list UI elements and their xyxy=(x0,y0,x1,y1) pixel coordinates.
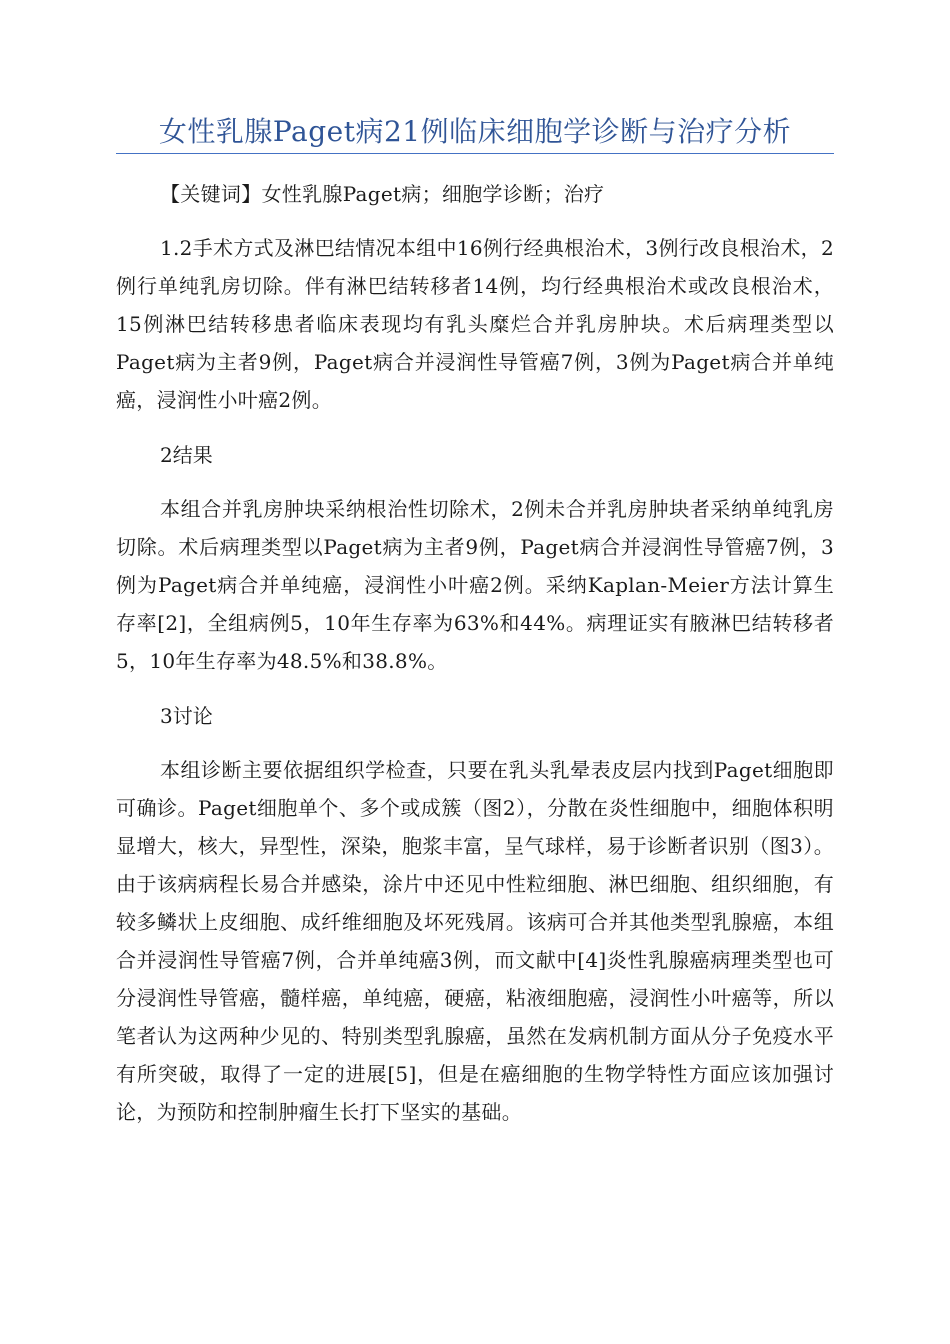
discussion-heading: 3讨论 xyxy=(160,704,213,728)
results-heading: 2结果 xyxy=(160,443,213,467)
title-underline-rule xyxy=(116,153,834,154)
discussion-paragraph: 本组诊断主要依据组织学检查，只要在乳头乳晕表皮层内找到Paget细胞即可确诊。Paget细胞单个、多个或成簇（图2），分散在炎性细胞中，细胞体积明显增大，核大，异型性，深染，胞浆丰富，呈气球样，易于诊断者识别（图3）。由于该病病程长易合并感染，涂片中还见中性粒细胞、淋巴细胞、组织细胞，有较多鳞状上皮细胞、成纤维细胞及坏死残屑。该病可合并其他类型乳腺癌，本组合并浸润性导管癌7例，合并单纯癌3例，而文献中[4]炎性乳腺癌病理类型也可分浸润性导管癌，髓样癌，单纯癌，硬癌，粘液细胞癌，浸润性小叶癌等，所以笔者认为这两种少见的、特别类型乳腺癌，虽然在发病机制方面从分子免疫水平有所突破，取得了一定的进展[5]，但是在癌细胞的生物学特性方面应该加强讨论，为预防和控制肿瘤生长打下坚实的基础。 xyxy=(116,758,834,1124)
section-1-2-paragraph: 1.2手术方式及淋巴结情况本组中16例行经典根治术，3例行改良根治术，2例行单纯乳房切除。伴有淋巴结转移者14例，均行经典根治术或改良根治术，15例淋巴结转移患者临床表现均有乳头糜烂合并乳房肿块。术后病理类型以Paget病为主者9例，Paget病合并浸润性导管癌7例，3例为Paget病合并单纯癌，浸润性小叶癌2例。 xyxy=(116,236,834,412)
keywords-line: 【关键词】女性乳腺Paget病；细胞学诊断；治疗 xyxy=(160,182,605,206)
document-title: 女性乳腺Paget病21例临床细胞学诊断与治疗分析 xyxy=(158,115,792,148)
results-paragraph: 本组合并乳房肿块采纳根治性切除术，2例未合并乳房肿块者采纳单纯乳房切除。术后病理类型以Paget病为主者9例，Paget病合并浸润性导管癌7例，3例为Paget病合并单纯癌，浸润性小叶癌2例。采纳Kaplan-Meier方法计算生存率[2]，全组病例5，10年生存率为63%和44%。病理证实有腋淋巴结转移者5，10年生存率为48.5%和38.8%。 xyxy=(116,497,834,673)
